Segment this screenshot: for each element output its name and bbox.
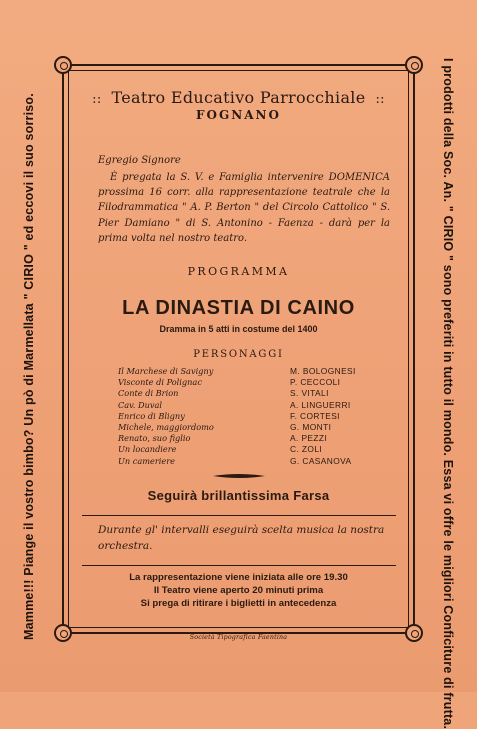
notice-line: Il Teatro viene aperto 20 minuti prima	[153, 584, 324, 596]
music-note: Durante gl' intervalli eseguirà scelta musica la nostra orchestra.	[98, 524, 385, 552]
notice-line: Si prega di ritirare i biglietti in antecedenza	[140, 597, 337, 609]
cast-actor: A. PEZZI	[290, 433, 328, 444]
programma-heading: PROGRAMMA	[187, 265, 290, 278]
play-subtitle: Dramma in 5 atti in costume del 1400	[159, 324, 318, 334]
letter-invitation: È pregata la S. V. e Famiglia intervenire DOMENICA prossima 16 corr. alla rappresentazione teatrale che la Filodrammatica " A. P. Berton " del Circolo Cattolico " S. Pier Damiano " di S. Antonino - Faenza - darà per la prima volta nel nostro teatro.	[98, 172, 390, 244]
cast-row	[118, 400, 378, 411]
cast-row	[118, 422, 378, 433]
cast-actor: S. VITALI	[290, 388, 329, 399]
cast-actor: C. ZOLI	[290, 444, 323, 455]
cast-role: Enrico di Bligny	[118, 410, 185, 421]
side-advert-right: I prodotti della Soc. An. " CIRIO " sono preferiti in tutto il mondo. Essa vi offre le migliori Conficiture di frutta.	[441, 58, 455, 729]
cast-row	[118, 388, 378, 399]
theatre-name: Teatro Educativo Parrocchiale	[111, 88, 366, 107]
cast-list	[118, 366, 378, 467]
schedule-notices	[62, 572, 415, 610]
side-advert-left: Mamme!!! Piange il vostro bimbo? Un pò di Marmellata " CIRIO " ed eccovi il suo sorriso.	[22, 93, 36, 640]
divider-ornament-icon	[213, 473, 265, 479]
cast-row	[118, 411, 378, 422]
heading-dots-left: ::	[92, 92, 102, 107]
frame-corner-ornament-icon	[54, 56, 72, 74]
cast-actor: M. BOLOGNESI	[290, 366, 356, 376]
cast-actor: P. CECCOLI	[290, 377, 341, 388]
cast-role: Un cameriere	[118, 455, 175, 466]
cast-row	[118, 444, 378, 455]
cast-actor: F. CORTESI	[290, 410, 340, 421]
cast-role: Renato, suo figlio	[118, 433, 191, 444]
notice-line: La rappresentazione viene iniziata alle ore 19.30	[129, 572, 348, 583]
cast-role: Michele, maggiordomo	[118, 422, 214, 433]
cast-row	[118, 366, 378, 377]
cast-role: Visconte di Polignac	[118, 377, 202, 388]
cast-role: Il Marchese di Savigny	[118, 366, 214, 376]
heading-dots-right: ::	[375, 92, 385, 107]
cast-actor: A. LINGUERRI	[290, 399, 351, 410]
cast-actor: G. MONTI	[290, 422, 332, 433]
cast-actor: G. CASANOVA	[290, 455, 352, 466]
town-name: FOGNANO	[196, 108, 281, 122]
personaggi-heading: PERSONAGGI	[193, 349, 284, 360]
divider-line	[82, 515, 396, 516]
printer-credit: Società Tipografica Faentina	[189, 634, 288, 641]
play-title: LA DINASTIA DI CAINO	[122, 297, 355, 319]
divider-line	[82, 565, 396, 566]
letter-greeting: Egregio Signore	[98, 155, 181, 166]
cast-role: Cav. Duval	[118, 399, 162, 410]
theatre-heading	[62, 88, 415, 107]
farsa-announcement: Seguirà brillantissima Farsa	[147, 488, 330, 503]
cast-row	[118, 377, 378, 388]
cast-row	[118, 456, 378, 467]
cast-role: Conte di Brion	[118, 388, 179, 399]
frame-corner-ornament-icon	[405, 56, 423, 74]
cast-row	[118, 433, 378, 444]
cast-role: Un locandiere	[118, 444, 177, 455]
